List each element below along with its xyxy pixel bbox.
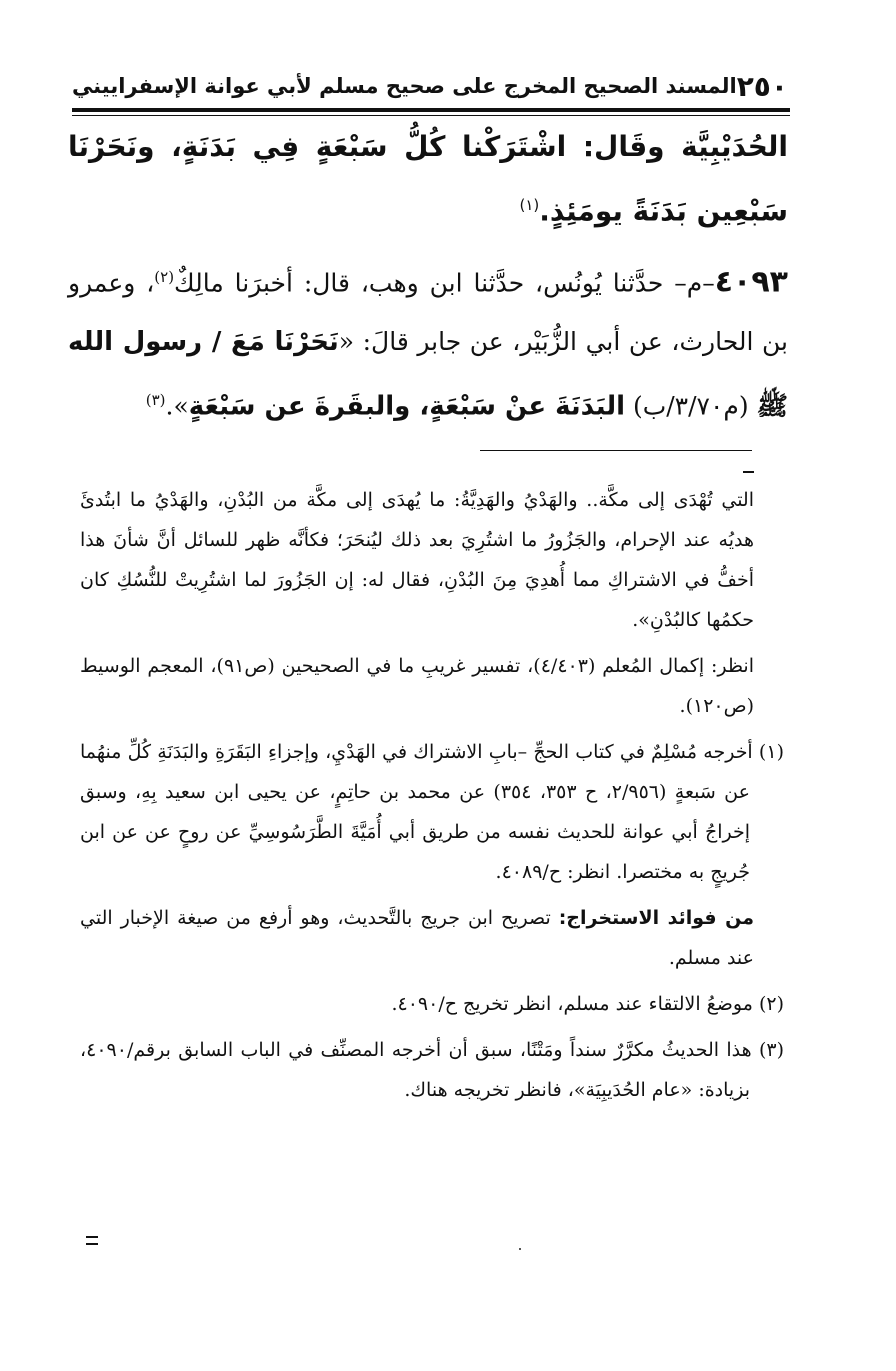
main-text: [68, 118, 788, 435]
book-title: المسند الصحيح المخرج على صحيح مسلم لأبي عوانة الإسفراييني: [71, 74, 737, 98]
footnote-ref-2: (٢): [154, 268, 175, 287]
page-end-mark: [86, 1236, 98, 1245]
footnote-separator: [480, 450, 752, 451]
quote-close: ».: [165, 390, 189, 420]
isnad-middle: ، وعمرو بن الحارث، عن أبي الزُّبَيْر، عن جابر قالَ: «: [68, 268, 788, 356]
header-rule-thin: [72, 115, 790, 116]
footnote-1: (١) أخرجه مُسْلِمٌ في كتاب الحجِّ –بابِ الاشتراك في الهَدْيِ، وإجزاءِ البَقَرَةِ والبَدَنَةِ كُلِّ منهُما عن سَبعةٍ (٢/٩٥٦، ح ٣٥٣، ٣٥٤) عن محمد بن حاتِمٍ، عن يحيى ابن سعيد بِهِ، وسبق إخراجُ أبي عوانة للحديث نفسه من طريق أبي أُمَيَّةَ الطَّرَسُوسِيِّ عن روحٍ عن عن ابن جُريجٍ به مختصرا. انظر: ح/٤٠٨٩.: [80, 741, 784, 883]
folio-reference: (م٣/٧٠/ب): [625, 390, 757, 420]
main-paragraph-continuation: [68, 118, 788, 240]
footnote-1-benefits: [80, 898, 784, 978]
hadith-paragraph: [68, 248, 788, 435]
isnad-lead: –م– حدَّثنا يُونُس، حدَّثنا ابن وهب، قال: أخبرَنا مالِكٌ: [174, 268, 715, 298]
matn-text-1: نَحَرْنَا مَعَ / رسول الله ﷺ: [68, 326, 788, 421]
footnote-continuation: التي تُهْدَى إلى مكَّة.. والهَدْيُ والهَدِيَّةُ: ما يُهدَى إلى مكَّة من البُدْنِ، والهَدْيُ ما ابتُدئَ هديُه عند الإحرام، والجَزُورُ ما اشتُرِيَ بعد ذلك ليُنحَرَ؛ فكأنَّه ظهر للسائل أنَّ شأنَ هذا أخفُّ في الاشتراكِ مما أُهدِيَ مِنَ البُدْنِ، فقال له: إن الجَزُورَ لما اشتُرِيتْ للنُّسُكِ كان حكمُها كالبُدْنِ».: [80, 489, 754, 631]
continuation-dash: [743, 471, 754, 473]
benefits-text: تصريح ابن جريج بالتَّحديث، وهو أرفع من صيغة الإخبار التي عند مسلم.: [80, 907, 754, 969]
header-rule-thick: [72, 108, 790, 112]
benefits-label: من فوائد الاستخراج:: [558, 907, 754, 929]
page-number: ٢٥٠: [736, 69, 788, 103]
footnotes: [80, 480, 784, 1116]
footnote-sources: انظر: إكمال المُعلم (٤/٤٠٣)، تفسير غريبِ ما في الصحيحين (ص٩١)، المعجم الوسيط (ص١٢٠).: [80, 655, 755, 717]
footnote-2: (٢) موضعُ الالتقاء عند مسلم، انظر تخريج ح/٤٠٩٠.: [391, 993, 784, 1015]
continuation-text: الحُدَيْبِيَّة وقَال: اشْتَرَكْنا كُلُّ سَبْعَةٍ فِي بَدَنَةٍ، ونَحَرْنَا سَبْعِين بَدَنَةً يومَئِذٍ.: [68, 130, 788, 228]
hadith-number: ٤٠٩٣: [714, 264, 788, 300]
scan-speck: [519, 1248, 521, 1250]
running-header: [71, 66, 788, 106]
matn-text-2: البَدَنَةَ عنْ سَبْعَةٍ، والبقَرةَ عن سَبْعَةٍ: [188, 390, 625, 421]
footnote-ref-3: (٣): [145, 390, 166, 409]
footnote-ref-1: (١): [519, 196, 540, 214]
footnote-3: (٣) هذا الحديثُ مكرَّرٌ سنداً ومَتْنًا، سبق أن أخرجه المصنِّف في الباب السابق برقم/٤٠٩٠، بزيادة: «عام الحُدَيبِيَة»، فانظر تخريجه هناك.: [80, 1039, 784, 1101]
